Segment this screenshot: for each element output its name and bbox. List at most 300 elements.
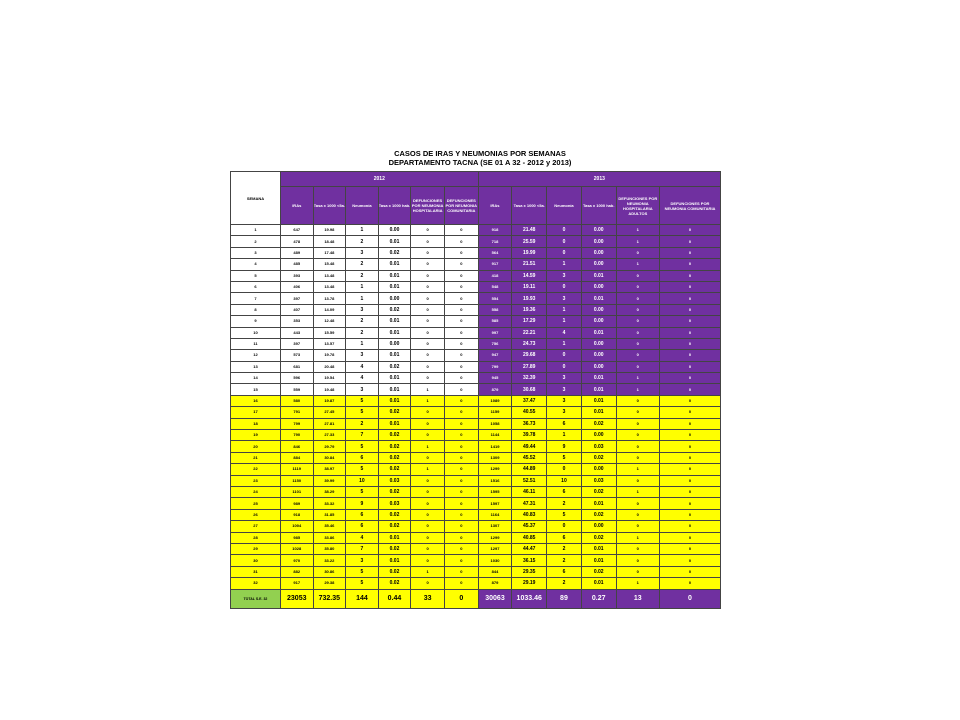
table-cell: 0.02 (581, 566, 616, 577)
table-cell: 1595 (478, 486, 512, 497)
table-row (231, 281, 721, 292)
table-cell: 0 (547, 350, 582, 361)
table-cell: 0 (444, 373, 478, 384)
table-cell: 6 (547, 418, 582, 429)
table-cell: 0 (444, 281, 478, 292)
table-row (231, 452, 721, 463)
total-cell: 89 (547, 589, 582, 608)
table-cell: 35.46 (313, 521, 346, 532)
table-cell: 0.01 (581, 543, 616, 554)
table-cell: 0 (444, 486, 478, 497)
table-cell: 5 (346, 407, 379, 418)
table-row (231, 430, 721, 441)
year-2013-header: 2013 (478, 172, 720, 187)
table-cell: 0 (660, 327, 721, 338)
table-cell: 0 (616, 293, 659, 304)
table-cell: 353 (280, 316, 313, 327)
table-cell: 5 (346, 566, 379, 577)
total-cell: 23053 (280, 589, 313, 608)
table-cell: 14.09 (313, 304, 346, 315)
table-cell: 1 (547, 430, 582, 441)
table-cell: 1028 (280, 543, 313, 554)
table-cell: 0.00 (581, 259, 616, 270)
table-cell: 3 (547, 384, 582, 395)
table-cell: 0.02 (378, 441, 411, 452)
table-cell: 0 (660, 384, 721, 395)
table-cell: 12.48 (313, 316, 346, 327)
table-cell: 0 (660, 543, 721, 554)
table-row (231, 566, 721, 577)
title-line-1: CASOS DE IRAS Y NEUMONIAS POR SEMANAS (394, 149, 566, 158)
table-cell: 0 (616, 361, 659, 372)
table-cell: 681 (280, 361, 313, 372)
table-cell: 1089 (478, 395, 512, 406)
table-cell: 1516 (478, 475, 512, 486)
table-cell: 1 (616, 486, 659, 497)
table-cell: 0 (660, 316, 721, 327)
table-cell: 407 (280, 304, 313, 315)
table-cell: 596 (280, 373, 313, 384)
table-cell: 52.51 (512, 475, 547, 486)
table-row (231, 441, 721, 452)
table-cell: 0 (616, 281, 659, 292)
table-row (231, 304, 721, 315)
table-cell: 884 (280, 452, 313, 463)
table-cell: 0 (411, 373, 445, 384)
table-cell: 3 (346, 384, 379, 395)
table-cell: 0 (411, 555, 445, 566)
table-cell: 0 (547, 225, 582, 236)
table-cell: 0.01 (378, 327, 411, 338)
table-cell: 0.02 (378, 578, 411, 589)
table-cell: 799 (478, 361, 512, 372)
week-cell: 19 (231, 430, 281, 441)
table-cell: 20.48 (313, 361, 346, 372)
table-cell: 40.85 (512, 532, 547, 543)
table-cell: 1 (616, 384, 659, 395)
table-cell: 19.78 (313, 350, 346, 361)
table-cell: 0 (660, 338, 721, 349)
table-cell: 0.00 (581, 464, 616, 475)
table-cell: 0.00 (581, 281, 616, 292)
table-cell: 0.00 (581, 225, 616, 236)
week-cell: 4 (231, 259, 281, 270)
table-cell: 0 (411, 304, 445, 315)
table-cell: 0 (444, 350, 478, 361)
table-cell: 19.11 (512, 281, 547, 292)
table-cell: 0.01 (378, 555, 411, 566)
table-cell: 1297 (478, 543, 512, 554)
table-cell: 0 (411, 350, 445, 361)
table-cell: 21.48 (512, 225, 547, 236)
table-cell: 6 (346, 452, 379, 463)
table-title (0, 149, 960, 167)
table-cell: 17.29 (512, 316, 547, 327)
table-cell: 0 (660, 430, 721, 441)
table-cell: 46.11 (512, 486, 547, 497)
table-row (231, 236, 721, 247)
table-cell: 27.89 (512, 361, 547, 372)
table-cell: 0.00 (581, 236, 616, 247)
table-cell: 40.83 (512, 509, 547, 520)
table-cell: 882 (280, 566, 313, 577)
table-cell: 5 (547, 509, 582, 520)
table-row (231, 498, 721, 509)
table-cell: 580 (280, 395, 313, 406)
table-cell: 44.47 (512, 543, 547, 554)
week-cell: 13 (231, 361, 281, 372)
table-cell: 846 (280, 441, 313, 452)
table-cell: 0 (444, 475, 478, 486)
table-cell: 7 (346, 430, 379, 441)
table-cell: 0.00 (581, 361, 616, 372)
table-cell: 0 (660, 225, 721, 236)
table-cell: 0 (616, 555, 659, 566)
col-header: IRAs (280, 187, 313, 225)
table-cell: 2 (346, 259, 379, 270)
table-cell: 1159 (478, 407, 512, 418)
col-header: Tasa x 1000 hab. (378, 187, 411, 225)
table-cell: 36.73 (512, 418, 547, 429)
week-cell: 9 (231, 316, 281, 327)
table-cell: 0 (444, 555, 478, 566)
table-cell: 0 (660, 475, 721, 486)
week-cell: 6 (231, 281, 281, 292)
week-cell: 23 (231, 475, 281, 486)
table-cell: 418 (478, 270, 512, 281)
table-cell: 27.45 (313, 407, 346, 418)
week-cell: 27 (231, 521, 281, 532)
table-cell: 0 (660, 350, 721, 361)
table-cell: 2 (346, 327, 379, 338)
table-cell: 0 (547, 361, 582, 372)
col-header: DEFUNCIONES POR NEUMONIA HOSPITALARIA (411, 187, 445, 225)
table-cell: 0 (411, 407, 445, 418)
table-cell: 393 (280, 270, 313, 281)
table-row (231, 555, 721, 566)
col-header: IRAs (478, 187, 512, 225)
table-cell: 45.37 (512, 521, 547, 532)
table-cell: 19.87 (313, 395, 346, 406)
table-cell: 0.02 (378, 304, 411, 315)
table-cell: 0.02 (581, 509, 616, 520)
table-cell: 0 (444, 521, 478, 532)
table-cell: 0 (660, 509, 721, 520)
table-cell: 38.29 (313, 486, 346, 497)
table-cell: 647 (280, 225, 313, 236)
table-cell: 917 (478, 259, 512, 270)
table-cell: 1299 (478, 532, 512, 543)
table-cell: 0 (444, 430, 478, 441)
table-row (231, 532, 721, 543)
table-cell: 24.73 (512, 338, 547, 349)
table-cell: 2 (547, 555, 582, 566)
table-cell: 0.02 (581, 532, 616, 543)
table-cell: 0.01 (581, 555, 616, 566)
week-cell: 28 (231, 532, 281, 543)
table-cell: 0.00 (581, 430, 616, 441)
table-cell: 0 (616, 475, 659, 486)
table-cell: 30.86 (313, 566, 346, 577)
table-body (231, 225, 721, 590)
table-cell: 0 (660, 578, 721, 589)
week-cell: 8 (231, 304, 281, 315)
table-cell: 0.00 (581, 338, 616, 349)
table-cell: 14.59 (512, 270, 547, 281)
table-cell: 3 (346, 350, 379, 361)
week-cell: 26 (231, 509, 281, 520)
table-cell: 0 (411, 509, 445, 520)
table-cell: 3 (346, 247, 379, 258)
table-cell: 0 (444, 327, 478, 338)
table-cell: 1 (346, 281, 379, 292)
table-cell: 1309 (478, 452, 512, 463)
table-row (231, 259, 721, 270)
table-cell: 0 (444, 247, 478, 258)
table-cell: 0 (411, 532, 445, 543)
table-cell: 3 (547, 407, 582, 418)
table-cell: 27.33 (313, 430, 346, 441)
table-cell: 0.01 (378, 395, 411, 406)
table-cell: 0.01 (581, 395, 616, 406)
week-cell: 5 (231, 270, 281, 281)
table-cell: 33.32 (313, 498, 346, 509)
week-cell: 30 (231, 555, 281, 566)
table-cell: 7 (346, 543, 379, 554)
table-row (231, 578, 721, 589)
total-label: TOTAL S.E. 32 (231, 589, 281, 608)
table-cell: 0.00 (378, 225, 411, 236)
table-cell: 29.68 (512, 350, 547, 361)
table-cell: 0 (660, 464, 721, 475)
table-cell: 44.89 (512, 464, 547, 475)
table-cell: 0 (444, 452, 478, 463)
table-cell: 1 (616, 225, 659, 236)
table-cell: 39.78 (512, 430, 547, 441)
table-cell: 6 (346, 521, 379, 532)
table-cell: 0 (444, 384, 478, 395)
week-cell: 22 (231, 464, 281, 475)
table-cell: 49.44 (512, 441, 547, 452)
table-cell: 573 (280, 350, 313, 361)
table-cell: 0.01 (378, 373, 411, 384)
table-cell: 0 (616, 247, 659, 258)
table-cell: 0 (660, 441, 721, 452)
table-cell: 2 (346, 236, 379, 247)
table-cell: 0 (444, 304, 478, 315)
table-cell: 35.80 (313, 543, 346, 554)
total-cell: 30063 (478, 589, 512, 608)
table-cell: 0 (444, 316, 478, 327)
cases-table (230, 171, 721, 609)
table-cell: 0 (411, 247, 445, 258)
table-cell: 0 (411, 270, 445, 281)
table-cell: 879 (478, 578, 512, 589)
table-cell: 31.85 (313, 509, 346, 520)
table-cell: 3 (547, 373, 582, 384)
table-cell: 19.54 (313, 373, 346, 384)
table-cell: 2 (346, 270, 379, 281)
table-cell: 0.03 (378, 475, 411, 486)
week-cell: 1 (231, 225, 281, 236)
table-cell: 1 (547, 304, 582, 315)
table-cell: 0 (547, 281, 582, 292)
table-cell: 0.01 (378, 236, 411, 247)
table-cell: 0.00 (581, 350, 616, 361)
table-cell: 19.48 (313, 384, 346, 395)
week-cell: 11 (231, 338, 281, 349)
table-cell: 6 (547, 532, 582, 543)
table-cell: 1 (346, 338, 379, 349)
table-cell: 0 (616, 270, 659, 281)
col-header: Neumonía (346, 187, 379, 225)
table-row (231, 350, 721, 361)
total-cell: 33 (411, 589, 445, 608)
table-cell: 879 (478, 384, 512, 395)
table-cell: 0.00 (581, 521, 616, 532)
table-cell: 0 (616, 350, 659, 361)
table-cell: 0 (411, 316, 445, 327)
week-cell: 2 (231, 236, 281, 247)
table-cell: 9 (346, 498, 379, 509)
table-cell: 2 (547, 543, 582, 554)
table-row (231, 338, 721, 349)
table-cell: 0.02 (378, 509, 411, 520)
table-cell: 0 (411, 543, 445, 554)
week-cell: 20 (231, 441, 281, 452)
table-cell: 4 (346, 532, 379, 543)
col-header: DEFUNCIONES POR NEUMONIA HOSPITALARIA ADULTOS (616, 187, 659, 225)
table-cell: 0 (411, 361, 445, 372)
table-cell: 0 (660, 555, 721, 566)
table-cell: 1 (616, 236, 659, 247)
table-cell: 548 (478, 281, 512, 292)
table-cell: 0.02 (581, 452, 616, 463)
table-cell: 0 (444, 395, 478, 406)
table-cell: 5 (346, 486, 379, 497)
table-cell: 6 (547, 566, 582, 577)
table-cell: 47.31 (512, 498, 547, 509)
week-cell: 15 (231, 384, 281, 395)
total-cell: 1033.46 (512, 589, 547, 608)
week-cell: 12 (231, 350, 281, 361)
table-cell: 5 (346, 441, 379, 452)
table-cell: 29.19 (512, 578, 547, 589)
table-cell: 0 (444, 361, 478, 372)
table-cell: 0.00 (378, 338, 411, 349)
table-cell: 397 (280, 338, 313, 349)
table-cell: 489 (280, 247, 313, 258)
table-cell: 25.59 (512, 236, 547, 247)
table-cell: 13.78 (313, 293, 346, 304)
table-cell: 0 (547, 521, 582, 532)
table-cell: 0 (547, 236, 582, 247)
week-cell: 14 (231, 373, 281, 384)
table-cell: 1058 (478, 418, 512, 429)
table-cell: 5 (346, 464, 379, 475)
table-cell: 0 (660, 452, 721, 463)
table-cell: 30.84 (313, 452, 346, 463)
table-cell: 17.48 (313, 247, 346, 258)
table-cell: 3 (547, 270, 582, 281)
table-cell: 947 (478, 350, 512, 361)
table-cell: 0 (444, 578, 478, 589)
table-cell: 0 (660, 566, 721, 577)
table-cell: 0 (444, 441, 478, 452)
table-cell: 4 (346, 361, 379, 372)
table-row (231, 225, 721, 236)
table-cell: 997 (478, 327, 512, 338)
table-cell: 406 (280, 281, 313, 292)
table-cell: 0.01 (581, 407, 616, 418)
table-row (231, 521, 721, 532)
table-cell: 1597 (478, 498, 512, 509)
table-cell: 0.02 (378, 464, 411, 475)
total-cell: 0 (444, 589, 478, 608)
table-cell: 0 (411, 498, 445, 509)
table-cell: 4 (346, 373, 379, 384)
table-cell: 0 (444, 509, 478, 520)
table-cell: 0 (660, 270, 721, 281)
table-cell: 0 (616, 452, 659, 463)
week-cell: 21 (231, 452, 281, 463)
table-cell: 945 (478, 373, 512, 384)
total-row (231, 589, 721, 608)
week-cell: 17 (231, 407, 281, 418)
table-cell: 1 (616, 578, 659, 589)
table-cell: 918 (478, 225, 512, 236)
table-cell: 0 (411, 327, 445, 338)
table-cell: 0.02 (378, 566, 411, 577)
table-cell: 0 (411, 475, 445, 486)
table-cell: 0.00 (581, 316, 616, 327)
table-cell: 0 (411, 486, 445, 497)
table-cell: 0.02 (378, 452, 411, 463)
table-cell: 0 (444, 236, 478, 247)
table-cell: 2 (346, 316, 379, 327)
table-row (231, 373, 721, 384)
table-cell: 0 (616, 327, 659, 338)
table-row (231, 475, 721, 486)
table-row (231, 316, 721, 327)
table-cell: 0 (547, 464, 582, 475)
table-cell: 19.99 (512, 247, 547, 258)
table-cell: 790 (280, 430, 313, 441)
table-row (231, 486, 721, 497)
table-cell: 4 (547, 327, 582, 338)
table-cell: 0.01 (378, 384, 411, 395)
table-cell: 1 (346, 293, 379, 304)
total-cell: 144 (346, 589, 379, 608)
table-cell: 791 (280, 407, 313, 418)
title-line-2: DEPARTAMENTO TACNA (SE 01 A 32 - 2012 y 2013) (388, 158, 572, 167)
table-cell: 33.86 (313, 532, 346, 543)
table-cell: 0 (660, 532, 721, 543)
col-header: Tasa x 1000 <5a. (512, 187, 547, 225)
table-cell: 0.01 (378, 259, 411, 270)
table-cell: 564 (478, 247, 512, 258)
table-cell: 1119 (280, 464, 313, 475)
table-cell: 1 (411, 441, 445, 452)
table-cell: 1299 (478, 464, 512, 475)
table-cell: 1 (616, 532, 659, 543)
table-cell: 37.47 (512, 395, 547, 406)
total-cell: 0.44 (378, 589, 411, 608)
week-cell: 32 (231, 578, 281, 589)
table-cell: 39.99 (313, 475, 346, 486)
table-cell: 0 (660, 247, 721, 258)
table-cell: 5 (346, 578, 379, 589)
